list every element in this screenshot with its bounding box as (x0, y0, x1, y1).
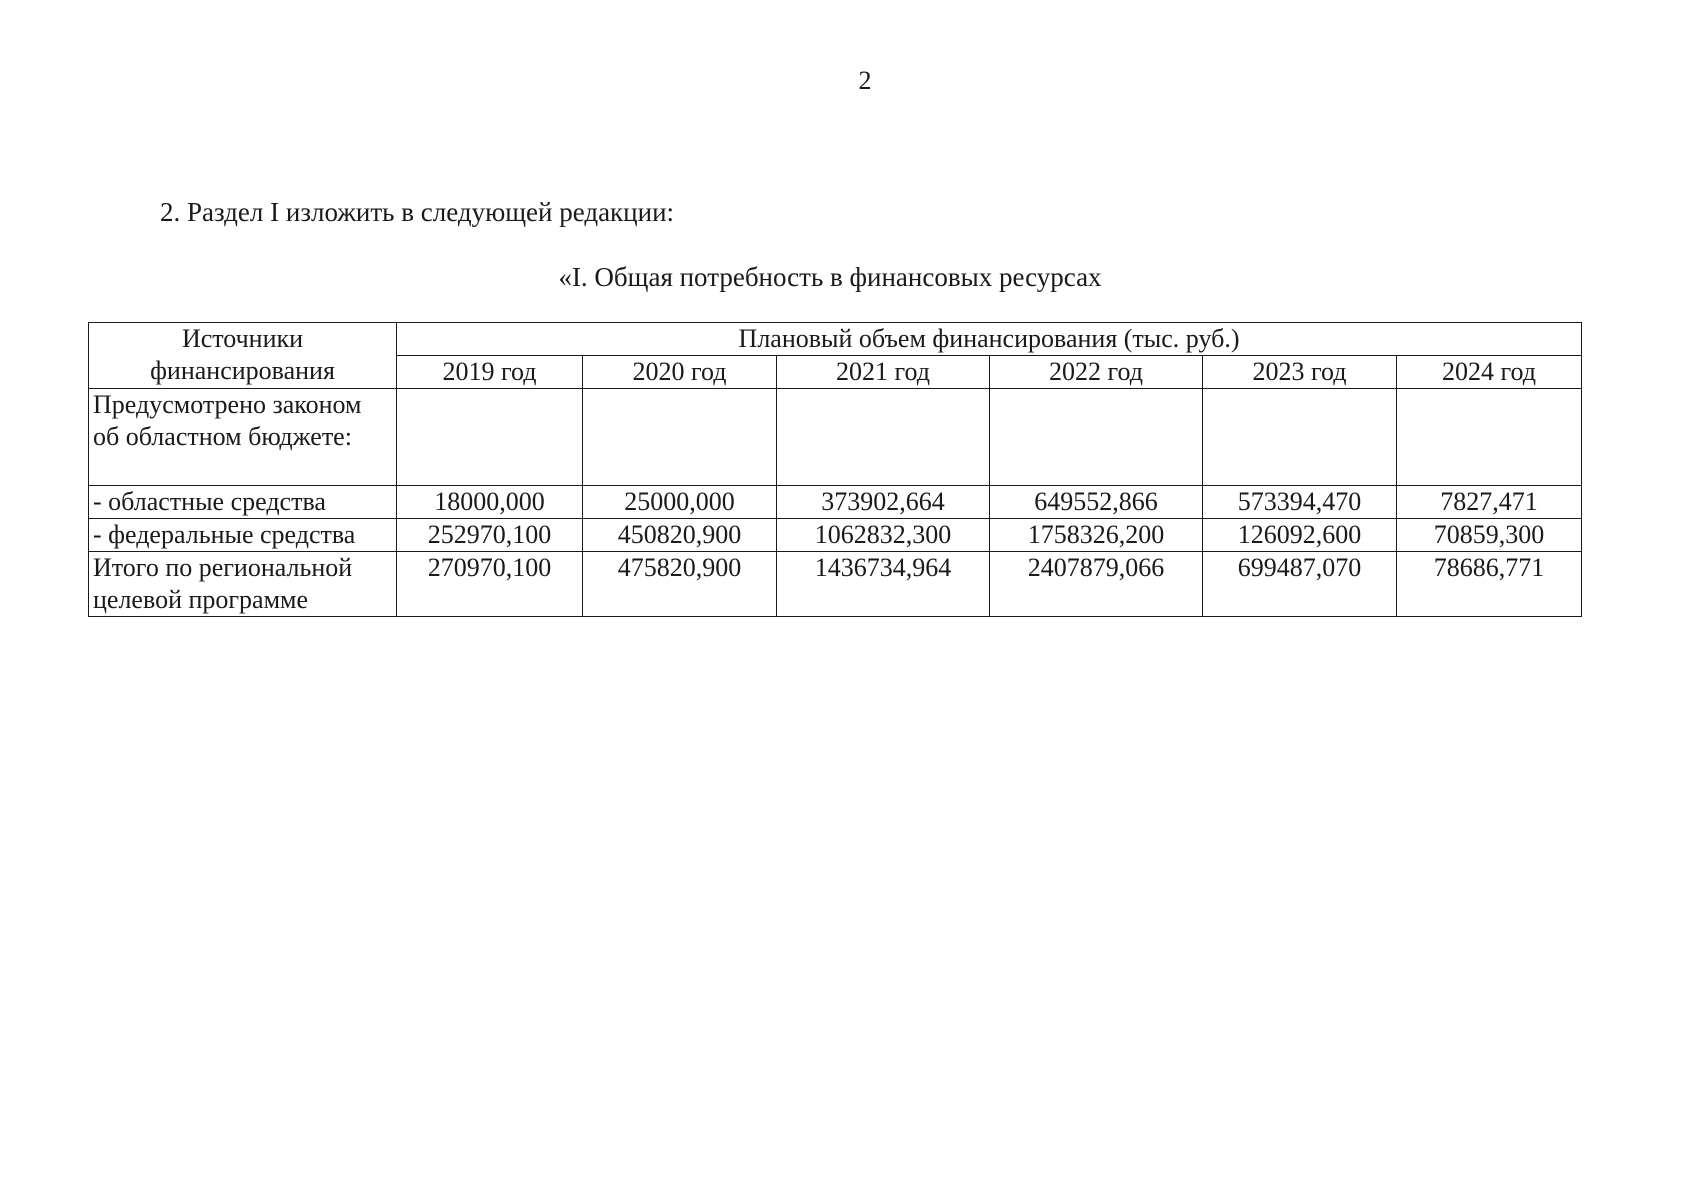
financing-table (88, 322, 1582, 617)
value-cell (990, 389, 1203, 486)
year-header: 2021 год (777, 356, 990, 389)
value-cell (1397, 389, 1582, 486)
amendment-instruction: 2. Раздел I изложить в следующей редакции: (160, 197, 675, 227)
value-cell: 573394,470 (1203, 486, 1397, 519)
value-cell: 475820,900 (583, 552, 777, 617)
year-header: 2020 год (583, 356, 777, 389)
table-row (89, 389, 1582, 486)
row-label: - областные средства (89, 486, 397, 519)
value-cell: 270970,100 (397, 552, 583, 617)
value-cell: 78686,771 (1397, 552, 1582, 617)
page-number: 2 (858, 66, 872, 95)
planned-volume-header: Плановый объем финансирования (тыс. руб.) (397, 323, 1582, 356)
table-row-total (89, 552, 1582, 617)
value-cell (1203, 389, 1397, 486)
table-row (89, 519, 1582, 552)
value-cell: 1062832,300 (777, 519, 990, 552)
year-header: 2022 год (990, 356, 1203, 389)
value-cell: 70859,300 (1397, 519, 1582, 552)
value-cell: 1436734,964 (777, 552, 990, 617)
year-header: 2019 год (397, 356, 583, 389)
value-cell: 252970,100 (397, 519, 583, 552)
value-cell (397, 389, 583, 486)
section-heading: «I. Общая потребность в финансовых ресурсах (558, 262, 1102, 292)
value-cell: 18000,000 (397, 486, 583, 519)
value-cell: 649552,866 (990, 486, 1203, 519)
row-label: Предусмотрено законом об областном бюджете: (89, 389, 397, 486)
year-header: 2024 год (1397, 356, 1582, 389)
value-cell: 450820,900 (583, 519, 777, 552)
value-cell: 699487,070 (1203, 552, 1397, 617)
table-row (89, 486, 1582, 519)
value-cell: 126092,600 (1203, 519, 1397, 552)
value-cell: 1758326,200 (990, 519, 1203, 552)
year-header: 2023 год (1203, 356, 1397, 389)
value-cell: 7827,471 (1397, 486, 1582, 519)
value-cell: 25000,000 (583, 486, 777, 519)
value-cell (583, 389, 777, 486)
sources-header: Источники финансирования (89, 323, 397, 389)
value-cell: 373902,664 (777, 486, 990, 519)
value-cell (777, 389, 990, 486)
row-label: - федеральные средства (89, 519, 397, 552)
row-label: Итого по региональной целевой программе (89, 552, 397, 617)
value-cell: 2407879,066 (990, 552, 1203, 617)
